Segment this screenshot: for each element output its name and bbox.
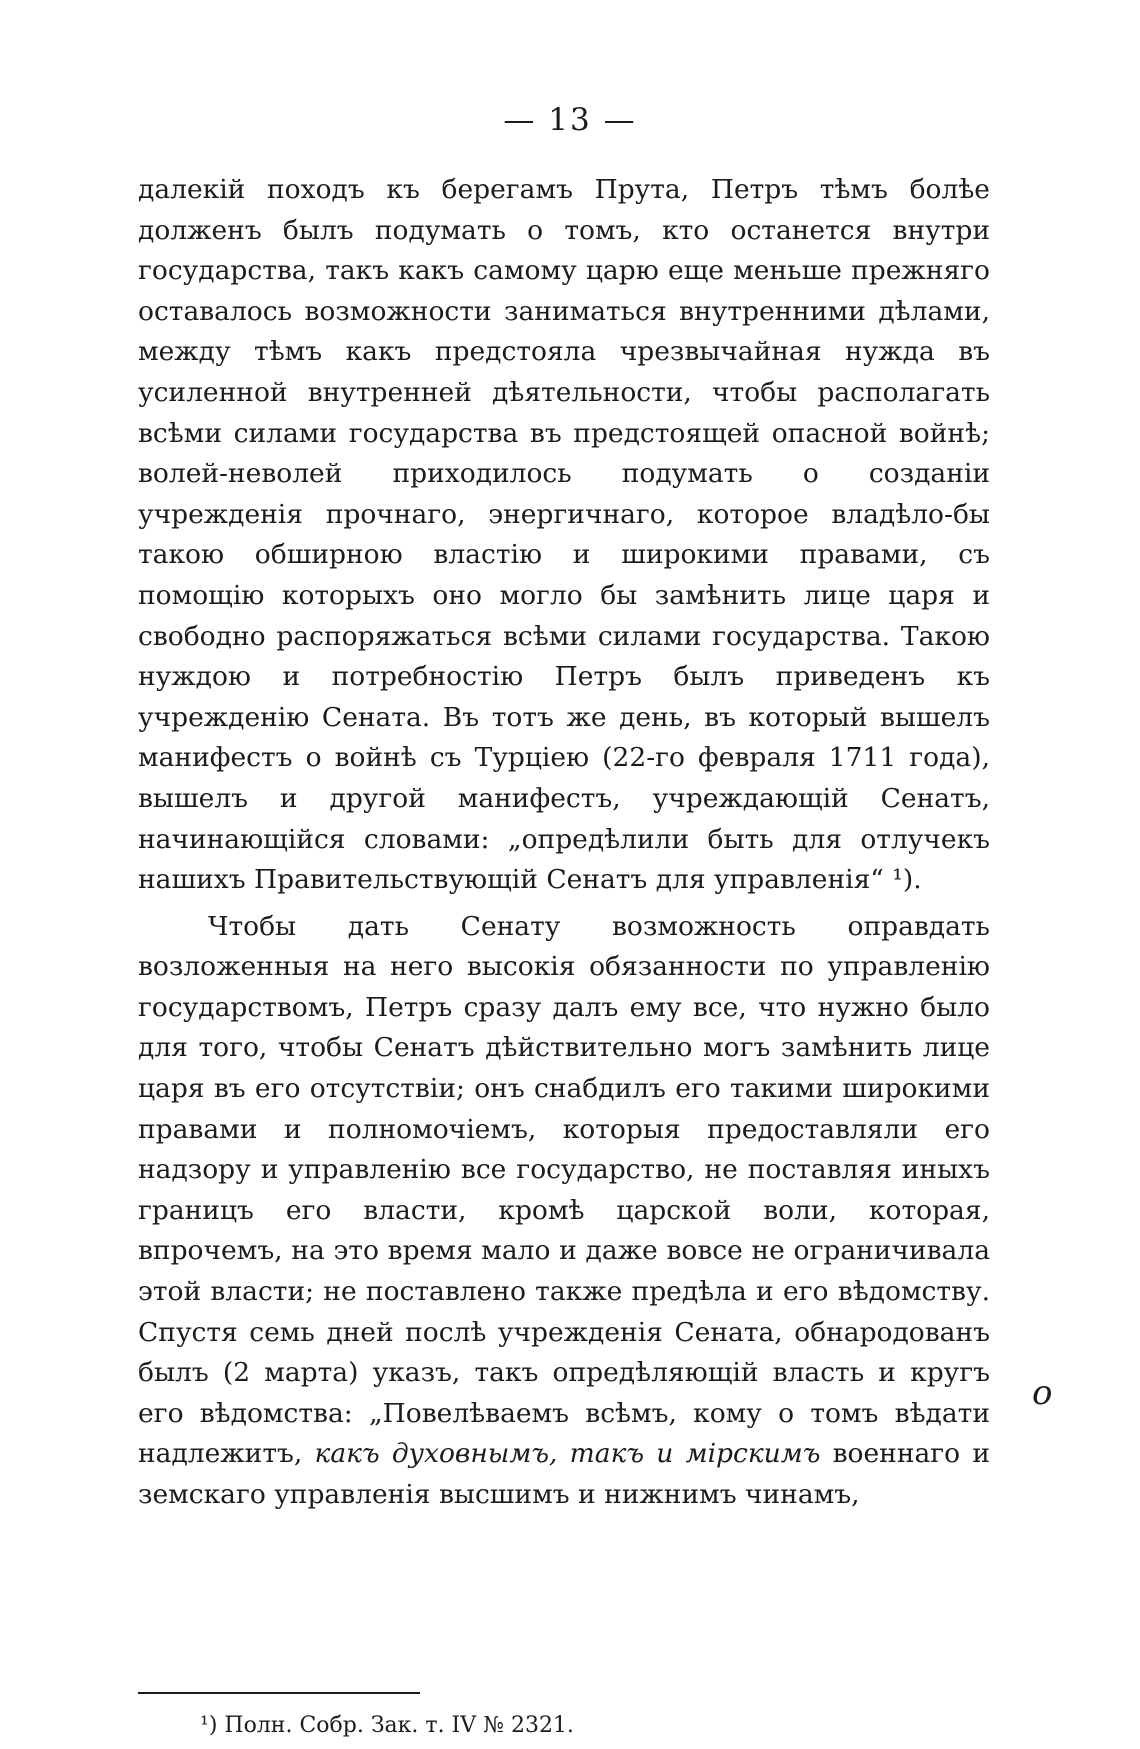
paragraph-2-text-b: военнаго и земскаго управленія высшимъ и нижнимъ чинамъ,: [138, 1438, 991, 1510]
paragraph-1-text: далекій походъ къ берегамъ Прута, Петръ тѣмъ болѣе долженъ былъ подумать о томъ, кто останется внутри государства, такъ какъ самому царю еще меньше прежняго оставалось возможности заниматься внутренними дѣлами, между тѣмъ какъ предстояла чрезвычайная нужда въ усиленной внутренней дѣятельности, чтобы располагать всѣми силами государства въ предстоящей опасной войнѣ; волей-неволей приходилось подумать о созданіи учрежденія прочнаго, энергичнаго, которое владѣло-бы такою обширною властію и широкими правами, съ помощію которыхъ оно могло бы замѣнить лице царя и свободно распоряжаться всѣми силами государства. Такою нуждою и потребностію Петръ былъ приведенъ къ учрежденію Сената. Въ тотъ же день, въ который вышелъ манифестъ о войнѣ съ Турціею (22-го февраля 1711 года), вышелъ и другой манифестъ, учреждающій Сенатъ, начинающійся словами: „опредѣлили быть для отлучекъ нашихъ Правительствующій Сенатъ для управленія“ ¹).: [138, 174, 990, 896]
page-number: — 13 —: [503, 102, 637, 138]
footnote: ¹) Полн. Собр. Зак. т. IV № 2321.: [200, 1713, 574, 1738]
margin-mark: o: [1032, 1373, 1053, 1413]
paragraph-2: [138, 907, 990, 1516]
body-text: [138, 170, 990, 1516]
footnote-divider: [138, 1692, 420, 1694]
paragraph-2-italic-phrase: какъ духовнымъ, такъ и мірскимъ: [314, 1438, 821, 1470]
paragraph-1: [138, 170, 990, 901]
paragraph-2-text-a: Чтобы дать Сенату возможность оправдать возложенныя на него высокія обязанности по управленію государствомъ, Петръ сразу далъ ему все, что нужно было для того, чтобы Сенатъ дѣйствительно могъ замѣнить лице царя въ его отсутствіи; онъ снабдилъ его такими широкими правами и полномочіемъ, которыя предоставляли его надзору и управленію все государство, не поставляя иныхъ границъ его власти, кромѣ царской воли, которая, впрочемъ, на это время мало и даже вовсе не ограничивала этой власти; не поставлено также предѣла и его вѣдомству. Спустя семь дней послѣ учрежденія Сената, обнародованъ былъ (2 марта) указъ, такъ опредѣляющій власть и кругъ его вѣдомства: „Повелѣваемъ всѣмъ, кому о томъ вѣдати надлежитъ,: [138, 910, 990, 1470]
